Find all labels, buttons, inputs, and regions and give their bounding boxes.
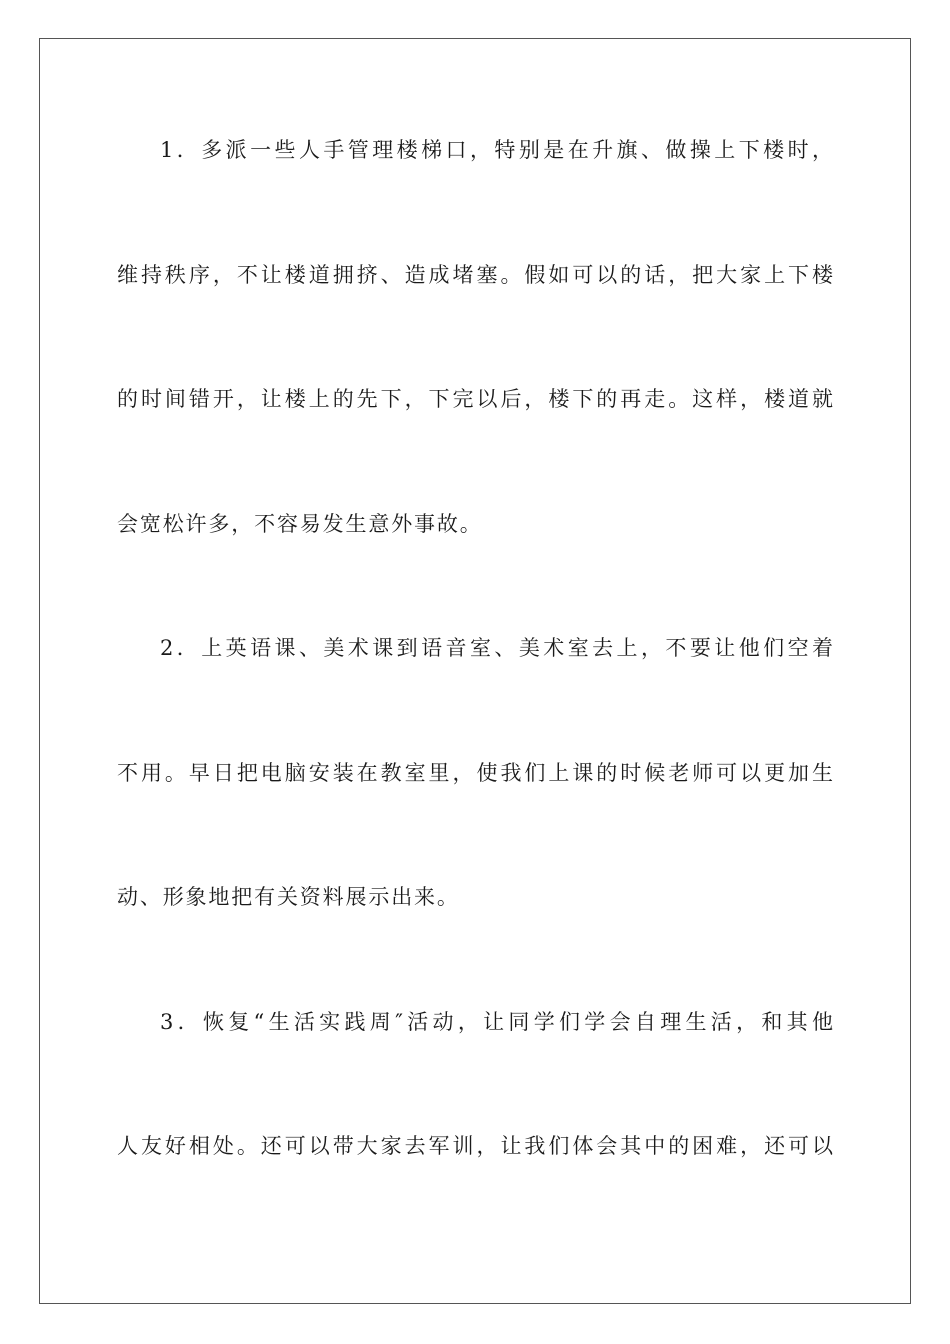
page-border xyxy=(39,38,911,1304)
paragraph-2-line-2: 不用。早日把电脑安装在教室里，使我们上课的时候老师可以更加生 xyxy=(117,761,833,785)
paragraph-1-line-2: 维持秩序，不让楼道拥挤、造成堵塞。假如可以的话，把大家上下楼 xyxy=(117,263,833,287)
paragraph-1-line-4: 会宽松许多，不容易发生意外事故。 xyxy=(117,512,483,536)
paragraph-2-line-1: 2．上英语课、美术课到语音室、美术室去上，不要让他们空着 xyxy=(160,636,833,660)
paragraph-3-line-2: 人友好相处。还可以带大家去军训，让我们体会其中的困难，还可以 xyxy=(117,1134,833,1158)
paragraph-2-line-3: 动、形象地把有关资料展示出来。 xyxy=(117,885,460,909)
paragraph-1-line-1: 1．多派一些人手管理楼梯口，特别是在升旗、做操上下楼时， xyxy=(160,138,833,162)
paragraph-1-line-3: 的时间错开，让楼上的先下，下完以后，楼下的再走。这样，楼道就 xyxy=(117,387,833,411)
paragraph-3-line-1: 3．恢复“生活实践周″活动，让同学们学会自理生活，和其他 xyxy=(160,1010,833,1034)
